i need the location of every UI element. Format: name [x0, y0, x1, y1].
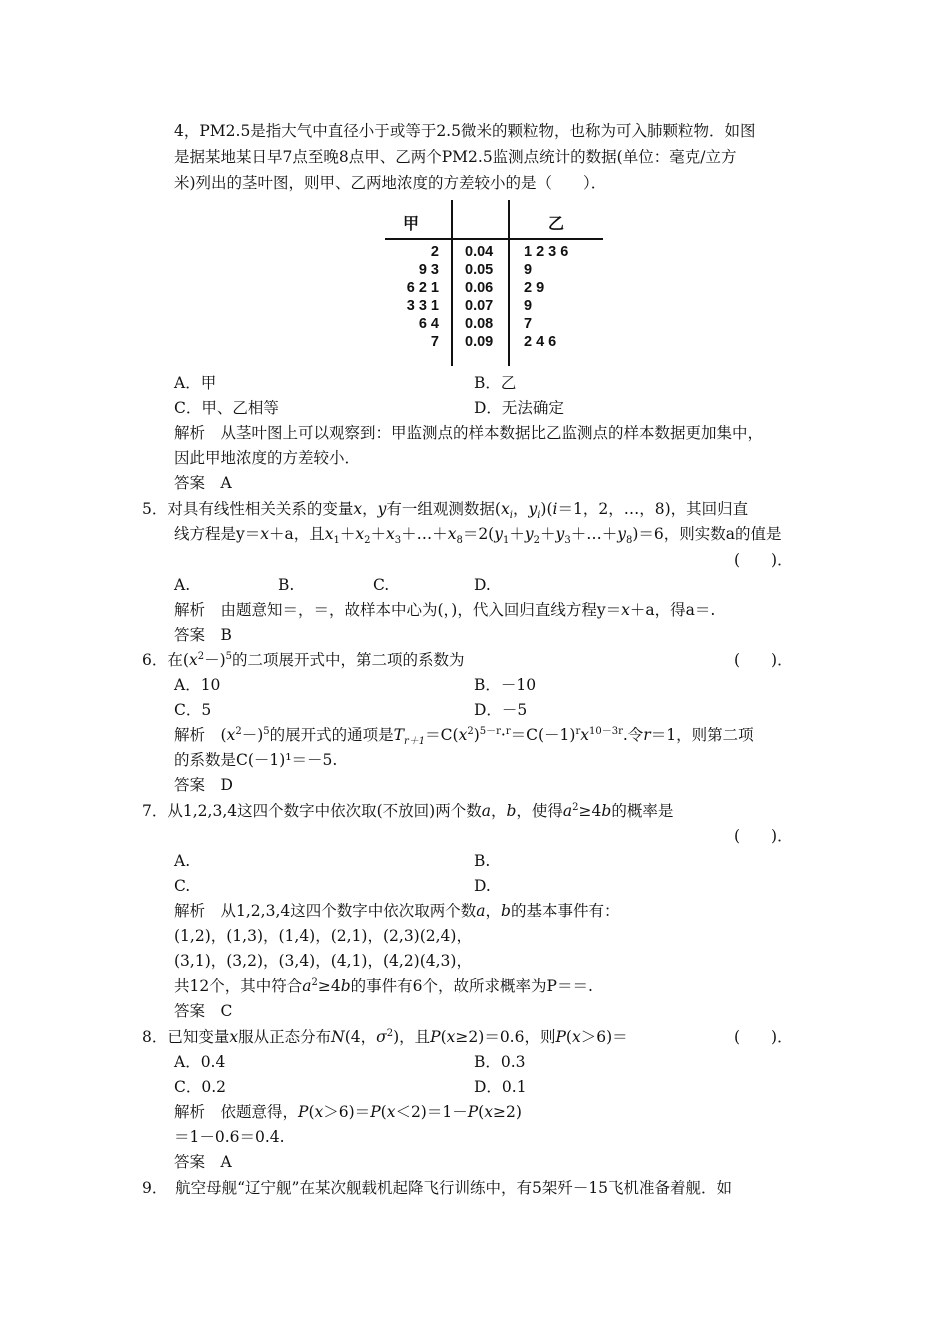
q8-option-a: A．0.4 — [174, 1053, 226, 1071]
q7-option-a: A. — [174, 852, 191, 870]
stemleaf-right-leaf: 1 2 3 6 — [524, 244, 569, 260]
q7-analysis-line2: (1,2)，(1,3)，(1,4)，(2,1)，(2,3)(2,4)， — [174, 927, 472, 945]
q4-stem-line3: 米)列出的茎叶图，则甲、乙两地浓度的方差较小的是（ ）． — [174, 174, 607, 192]
q5-option-c: C. — [373, 576, 390, 594]
stemleaf-left-leaf: 6 2 1 — [406, 280, 439, 296]
q8-option-d: D．0.1 — [474, 1078, 527, 1096]
q4-answer: 答案 A — [174, 474, 232, 492]
q6-answer: 答案 D — [174, 776, 233, 794]
q6-option-c: C．5 — [174, 701, 212, 719]
stemleaf-right-leaf: 2 4 6 — [524, 334, 557, 350]
stemleaf-left-leaf: 6 4 — [418, 316, 439, 332]
q7-option-b: B. — [474, 852, 491, 870]
q6-option-b: B．－10 — [474, 676, 537, 694]
q4-stem-line1: 4，PM2.5是指大气中直径小于或等于2.5微米的颗粒物，也称为可入肺颗粒物．如图 — [174, 122, 756, 140]
stemleaf-header-yi: 乙 — [548, 216, 565, 233]
q6-option-d: D．－5 — [474, 701, 528, 719]
q4-option-a: A．甲 — [174, 374, 217, 392]
stemleaf-right-leaf: 7 — [524, 316, 533, 332]
q5-answer: 答案 B — [174, 626, 232, 644]
q9-stem-line1: 9． 航空母舰“辽宁舰”在某次舰载机起降飞行训练中，有5架歼－15飞机准备着舰．如 — [142, 1179, 733, 1197]
q7-answer-paren: ( )． — [734, 827, 793, 845]
stemleaf-stem: 0.09 — [465, 334, 494, 350]
q5-analysis: 解析 由题意知＝，＝，故样本中心为(，)，代入回归直线方程y＝x＋a，得a＝. — [174, 601, 716, 619]
q4-analysis-line2: 因此甲地浓度的方差较小． — [174, 449, 361, 467]
stemleaf-header-rule — [385, 238, 603, 240]
stemleaf-right-leaf: 9 — [524, 298, 533, 314]
stemleaf-left-leaf: 9 3 — [418, 262, 439, 278]
stemleaf-stem: 0.06 — [465, 280, 494, 296]
stemleaf-right-leaf: 9 — [524, 262, 533, 278]
q6-answer-paren: ( )． — [734, 651, 793, 669]
q8-option-b: B．0.3 — [474, 1053, 526, 1071]
question-number: 7． — [142, 802, 168, 820]
q6-analysis-line1: 解析 $(x^2-)^5$的展开式的通项是$T_{r+1}=C(x^2)^{5-r}\cdot^r=C(-1)^rx^{10-3r}$.令r＝1，则第二项 — [174, 725, 754, 748]
q5-option-d: D. — [474, 576, 491, 594]
q8-stem: 8．已知变量x服从正态分布N(4，$\sigma^2$)，且P(x≥2)＝0.6，则P(x＞6)＝ — [142, 1027, 628, 1046]
stemleaf-stem: 0.04 — [465, 244, 494, 260]
stemleaf-left-divider — [451, 200, 453, 366]
q5-answer-paren: ( )． — [734, 551, 793, 569]
q7-stem: 7．从1,2,3,4这四个数字中依次取(不放回)两个数a，b，使得$a^2\ge 4b$的概率是 — [142, 801, 674, 820]
q4-stem-line2: 是据某地某日早7点至晚8点甲、乙两个PM2.5监测点统计的数据(单位：毫克/立方 — [174, 148, 737, 166]
q5-stem-line2: 线方程是y＝x＋a，且$x_1+x_2+x_3+\dots+x_8=2(y_1+y_2+y_3+\dots+y_8)=6$，则实数a的值是 — [174, 525, 782, 547]
stemleaf-stem: 0.05 — [465, 262, 494, 278]
q5-option-b: B. — [278, 576, 295, 594]
q6-analysis-line2: 的系数是C(－1)¹＝－5. — [174, 751, 338, 769]
q7-option-d: D. — [474, 877, 491, 895]
q8-analysis-line1: 解析 依题意得，P(x＞6)＝P(x＜2)＝1－P(x≥2) — [174, 1103, 522, 1121]
stemleaf-right-divider — [508, 200, 510, 366]
q7-analysis-line4: 共12个，其中符合$a^2\ge 4b$的事件有6个，故所求概率为P＝＝. — [174, 976, 593, 995]
stemleaf-right-leaf: 2 9 — [524, 280, 545, 296]
question-number: 6． — [142, 651, 168, 669]
question-number: 5． — [142, 500, 168, 518]
stemleaf-stem: 0.08 — [465, 316, 494, 332]
stemleaf-left-leaf: 2 — [430, 244, 439, 260]
q8-answer-paren: ( )． — [734, 1028, 793, 1046]
q5-option-a: A. — [174, 576, 191, 594]
stemleaf-header-jia: 甲 — [403, 216, 420, 233]
q8-answer: 答案 A — [174, 1153, 232, 1171]
stemleaf-stem: 0.07 — [465, 298, 494, 314]
q7-analysis-line3: (3,1)，(3,2)，(3,4)，(4,1)，(4,2)(4,3)， — [174, 952, 472, 970]
stemleaf-left-leaf: 7 — [430, 334, 439, 350]
q7-answer: 答案 C — [174, 1002, 233, 1020]
stemleaf-left-leaf: 3 3 1 — [406, 298, 439, 314]
q4-analysis-line1: 解析 从茎叶图上可以观察到：甲监测点的样本数据比乙监测点的样本数据更加集中， — [174, 424, 764, 442]
q5-stem-line1: 5．对具有线性相关关系的变量x，y有一组观测数据($x_i$，$y_i)(i=1$，2，…，8)，其回归直 — [142, 500, 749, 522]
q8-analysis-line2: ＝1－0.6＝0.4. — [174, 1128, 285, 1146]
q7-analysis-line1: 解析 从1,2,3,4这四个数字中依次取两个数a，b的基本事件有： — [174, 902, 620, 920]
q6-stem: 6．在$(x^2-)^5$的二项展开式中，第二项的系数为 — [142, 650, 465, 669]
question-number: 8． — [142, 1028, 168, 1046]
q7-option-c: C. — [174, 877, 191, 895]
q8-option-c: C．0.2 — [174, 1078, 227, 1096]
q4-option-b: B．乙 — [474, 374, 517, 392]
q4-option-d: D．无法确定 — [474, 399, 564, 417]
q6-option-a: A．10 — [174, 676, 221, 694]
q4-option-c: C．甲、乙相等 — [174, 399, 279, 417]
